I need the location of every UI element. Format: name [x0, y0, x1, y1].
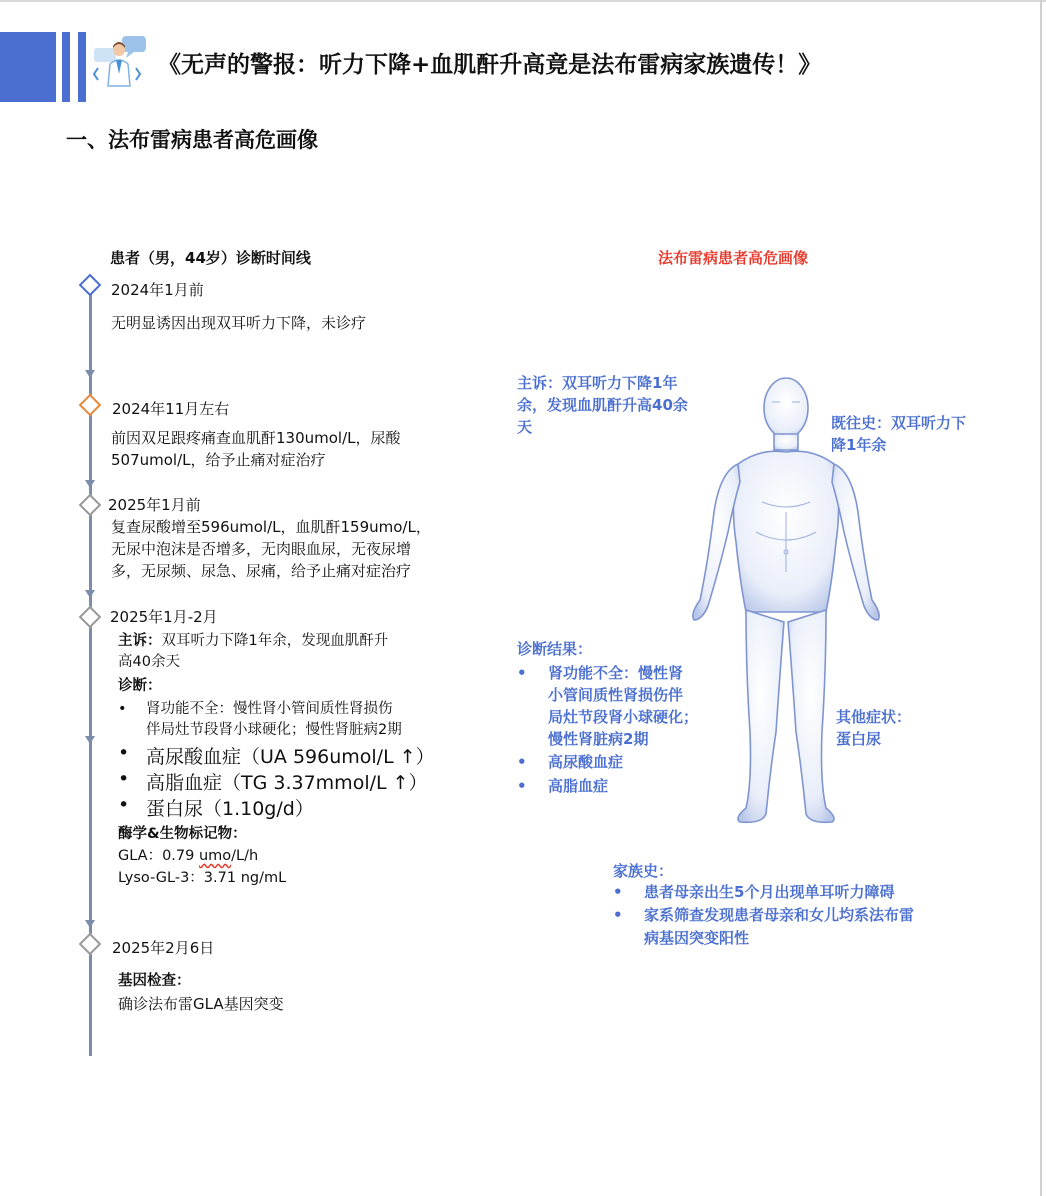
timeline-arrow — [85, 480, 95, 488]
family-history-item — [613, 881, 895, 903]
timeline-marker-diamond — [79, 606, 102, 629]
diagnosis-text: 高脂血症（TG 3.37mmol/L ↑） — [146, 772, 428, 794]
portrait-diagnosis-item — [517, 775, 609, 797]
timeline-marker-diamond — [79, 494, 102, 517]
portrait-diagnosis-item — [517, 751, 624, 773]
timeline-heading: 患者（男，44岁）诊断时间线 — [110, 249, 311, 267]
family-history-item — [613, 904, 915, 926]
chief-complaint-line: 天 — [517, 418, 533, 436]
portrait-diagnosis-label: 诊断结果： — [517, 640, 593, 658]
header-accent-block — [0, 32, 56, 102]
event-text-line: 前因双足跟疼痛查血肌酐130umol/L，尿酸 — [111, 429, 401, 447]
chief-complaint-line: 主诉：双耳听力下降1年 — [517, 374, 678, 392]
header-accent-stripe — [78, 32, 86, 102]
event-date: 2025年2月6日 — [112, 939, 215, 957]
portrait-diagnosis-text: 高尿酸血症 — [548, 753, 624, 771]
diagnosis-text-line: 肾功能不全：慢性肾小管间质性肾损伤 — [146, 701, 393, 717]
family-history-text: 患者母亲出生5个月出现单耳听力障碍 — [644, 883, 895, 901]
event-date: 2025年1月前 — [108, 496, 201, 514]
gla-prefix: GLA：0.79 — [118, 848, 199, 864]
diagnosis-item — [118, 768, 428, 795]
timeline-marker-diamond — [79, 274, 102, 297]
diagnosis-text-line: 伴局灶节段肾小球硬化；慢性肾脏病2期 — [146, 722, 402, 738]
portrait-diagnosis-text: 高脂血症 — [548, 777, 609, 795]
gla-suffix: /L/h — [231, 848, 259, 864]
doctor-chat-icon — [92, 34, 148, 88]
page-title: 《无声的警报：听力下降+血肌酐升高竟是法布雷病家族遗传！》 — [158, 52, 822, 78]
header-accent-stripe — [62, 32, 70, 102]
gla-value — [118, 846, 258, 867]
portrait-diagnosis-line: 局灶节段肾小球硬化； — [548, 708, 699, 726]
bullet: • — [517, 777, 527, 795]
enzyme-label: 酶学&生物标记物： — [118, 826, 247, 842]
diagnosis-label: 诊断： — [118, 678, 162, 694]
event-date: 2024年11月左右 — [112, 400, 230, 418]
bullet: • — [118, 794, 130, 816]
diagnosis-item — [118, 699, 393, 720]
lyso-value: Lyso-GL-3：3.71 ng/mL — [118, 870, 287, 886]
timeline-arrow — [85, 590, 95, 598]
timeline-arrow — [85, 920, 95, 928]
history-line: 降1年余 — [831, 436, 887, 454]
complaint-text-line: 高40余天 — [118, 654, 180, 670]
complaint-label: 主诉： — [118, 633, 162, 649]
other-symptoms-line: 蛋白尿 — [836, 730, 882, 748]
bullet: • — [118, 742, 130, 764]
complaint-text-line: 双耳听力下降1年余，发现血肌酐升 — [161, 633, 389, 649]
event-date: 2025年1月-2月 — [110, 608, 218, 626]
event-text-line: 多，无尿频、尿急、尿痛，给予止痛对症治疗 — [111, 562, 412, 580]
portrait-heading: 法布雷病患者高危画像 — [658, 249, 809, 267]
page-right-border — [1040, 0, 1042, 1196]
event-text: 无明显诱因出现双耳听力下降，未诊疗 — [111, 314, 367, 332]
event-text-line: 复查尿酸增至596umol/L，血肌酐159umo/L， — [111, 518, 431, 536]
event-date: 2024年1月前 — [111, 281, 204, 299]
other-symptoms-line: 其他症状： — [836, 708, 912, 726]
bullet: • — [613, 906, 623, 924]
family-history-text: 病基因突变阳性 — [644, 929, 750, 947]
bullet: • — [118, 701, 127, 717]
section-heading: 一、法布雷病患者高危画像 — [66, 128, 318, 152]
diagnosis-item — [118, 742, 435, 769]
family-history-text: 家系筛查发现患者母亲和女儿均系法布雷 — [644, 906, 915, 924]
timeline-arrow — [85, 736, 95, 744]
bullet: • — [118, 768, 130, 790]
portrait-diagnosis-line: 小管间质性肾损伤伴 — [548, 686, 684, 704]
portrait-diagnosis-line: 肾功能不全：慢性肾 — [548, 664, 684, 682]
timeline-arrow — [85, 370, 95, 378]
diagnosis-item — [118, 794, 314, 821]
bullet: • — [613, 883, 623, 901]
chief-complaint-line: 余，发现血肌酐升高40余 — [517, 396, 688, 414]
diagnosis-text: 蛋白尿（1.10g/d） — [146, 798, 314, 820]
gene-text: 确诊法布雷GLA基因突变 — [118, 995, 284, 1013]
timeline-marker-diamond — [79, 933, 102, 956]
event-text-line: 无尿中泡沫是否增多，无肉眼血尿，无夜尿增 — [111, 540, 412, 558]
family-history-label: 家族史： — [613, 862, 674, 880]
bullet: • — [517, 753, 527, 771]
portrait-diagnosis-item — [517, 662, 684, 684]
portrait-diagnosis-line: 慢性肾脏病2期 — [548, 730, 649, 748]
diagnosis-text: 高尿酸血症（UA 596umol/L ↑） — [146, 746, 435, 768]
event-text-line: 507umol/L，给予止痛对症治疗 — [111, 451, 326, 469]
gla-unit: umo — [198, 848, 232, 864]
history-line: 既往史：双耳听力下 — [831, 414, 967, 432]
page-top-border — [0, 0, 1046, 2]
timeline-marker-diamond — [79, 394, 102, 417]
chief-complaint — [118, 631, 388, 652]
gene-label: 基因检查： — [118, 973, 191, 989]
bullet: • — [517, 664, 527, 682]
